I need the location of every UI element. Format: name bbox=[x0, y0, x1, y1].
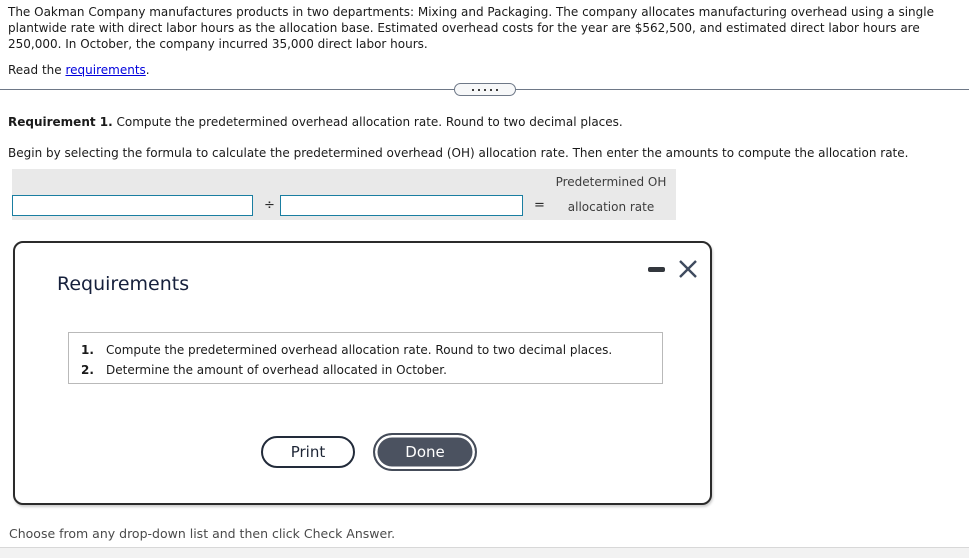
requirements-dialog bbox=[13, 241, 712, 505]
requirement1-text: Compute the predetermined overhead allocation rate. Round to two decimal places. bbox=[112, 115, 623, 129]
divide-sign: ÷ bbox=[264, 198, 275, 213]
minimize-button[interactable] bbox=[648, 267, 665, 272]
read-requirements-line bbox=[8, 62, 150, 78]
read-prefix: Read the bbox=[8, 63, 66, 77]
handle-dot bbox=[484, 89, 486, 91]
requirement1-heading bbox=[8, 114, 623, 130]
formula-instruction: Begin by selecting the formula to calculate the predetermined overhead (OH) allocation rate. Then enter the amounts to compute the allocation rate. bbox=[8, 146, 909, 160]
item-text: Determine the amount of overhead allocated in October. bbox=[106, 363, 447, 377]
numerator-dropdown-input[interactable] bbox=[12, 195, 253, 216]
item-number: 2. bbox=[81, 363, 94, 377]
handle-dot bbox=[472, 89, 474, 91]
hint-text: Choose from any drop-down list and then click Check Answer. bbox=[9, 526, 396, 541]
problem-statement: The Oakman Company manufactures products in two departments: Mixing and Packaging. The company allocates manufacturing overhead using a single plantwide rate with direct labor hours as the allocation base. Estimated overhead costs for the year are $562,500, and estimated direct labor hours are 250,000. In October, the company incurred 35,000 direct labor hours. bbox=[8, 5, 934, 51]
list-item bbox=[69, 340, 662, 360]
footer-bar bbox=[0, 547, 969, 558]
item-text: Compute the predetermined overhead allocation rate. Round to two decimal places. bbox=[106, 343, 613, 357]
close-icon bbox=[676, 257, 700, 281]
handle-dot bbox=[496, 89, 498, 91]
requirement1-label: Requirement 1. bbox=[8, 115, 113, 129]
requirements-list bbox=[68, 332, 663, 384]
print-button[interactable]: Print bbox=[261, 436, 355, 468]
dialog-title: Requirements bbox=[57, 273, 190, 295]
item-number: 1. bbox=[81, 343, 94, 357]
read-suffix: . bbox=[145, 63, 150, 77]
done-button[interactable]: Done bbox=[373, 433, 477, 471]
list-item bbox=[69, 360, 662, 380]
close-button[interactable] bbox=[676, 257, 700, 281]
handle-dot bbox=[478, 89, 480, 91]
requirements-link[interactable]: requirements bbox=[65, 63, 146, 77]
formula-panel bbox=[12, 169, 676, 220]
result-label-line2: allocation rate bbox=[567, 200, 655, 214]
equals-sign: = bbox=[534, 198, 545, 213]
denominator-dropdown-input[interactable] bbox=[280, 195, 523, 216]
section-resize-handle[interactable] bbox=[454, 83, 516, 96]
result-label-line1: Predetermined OH bbox=[555, 175, 667, 189]
handle-dot bbox=[490, 89, 492, 91]
